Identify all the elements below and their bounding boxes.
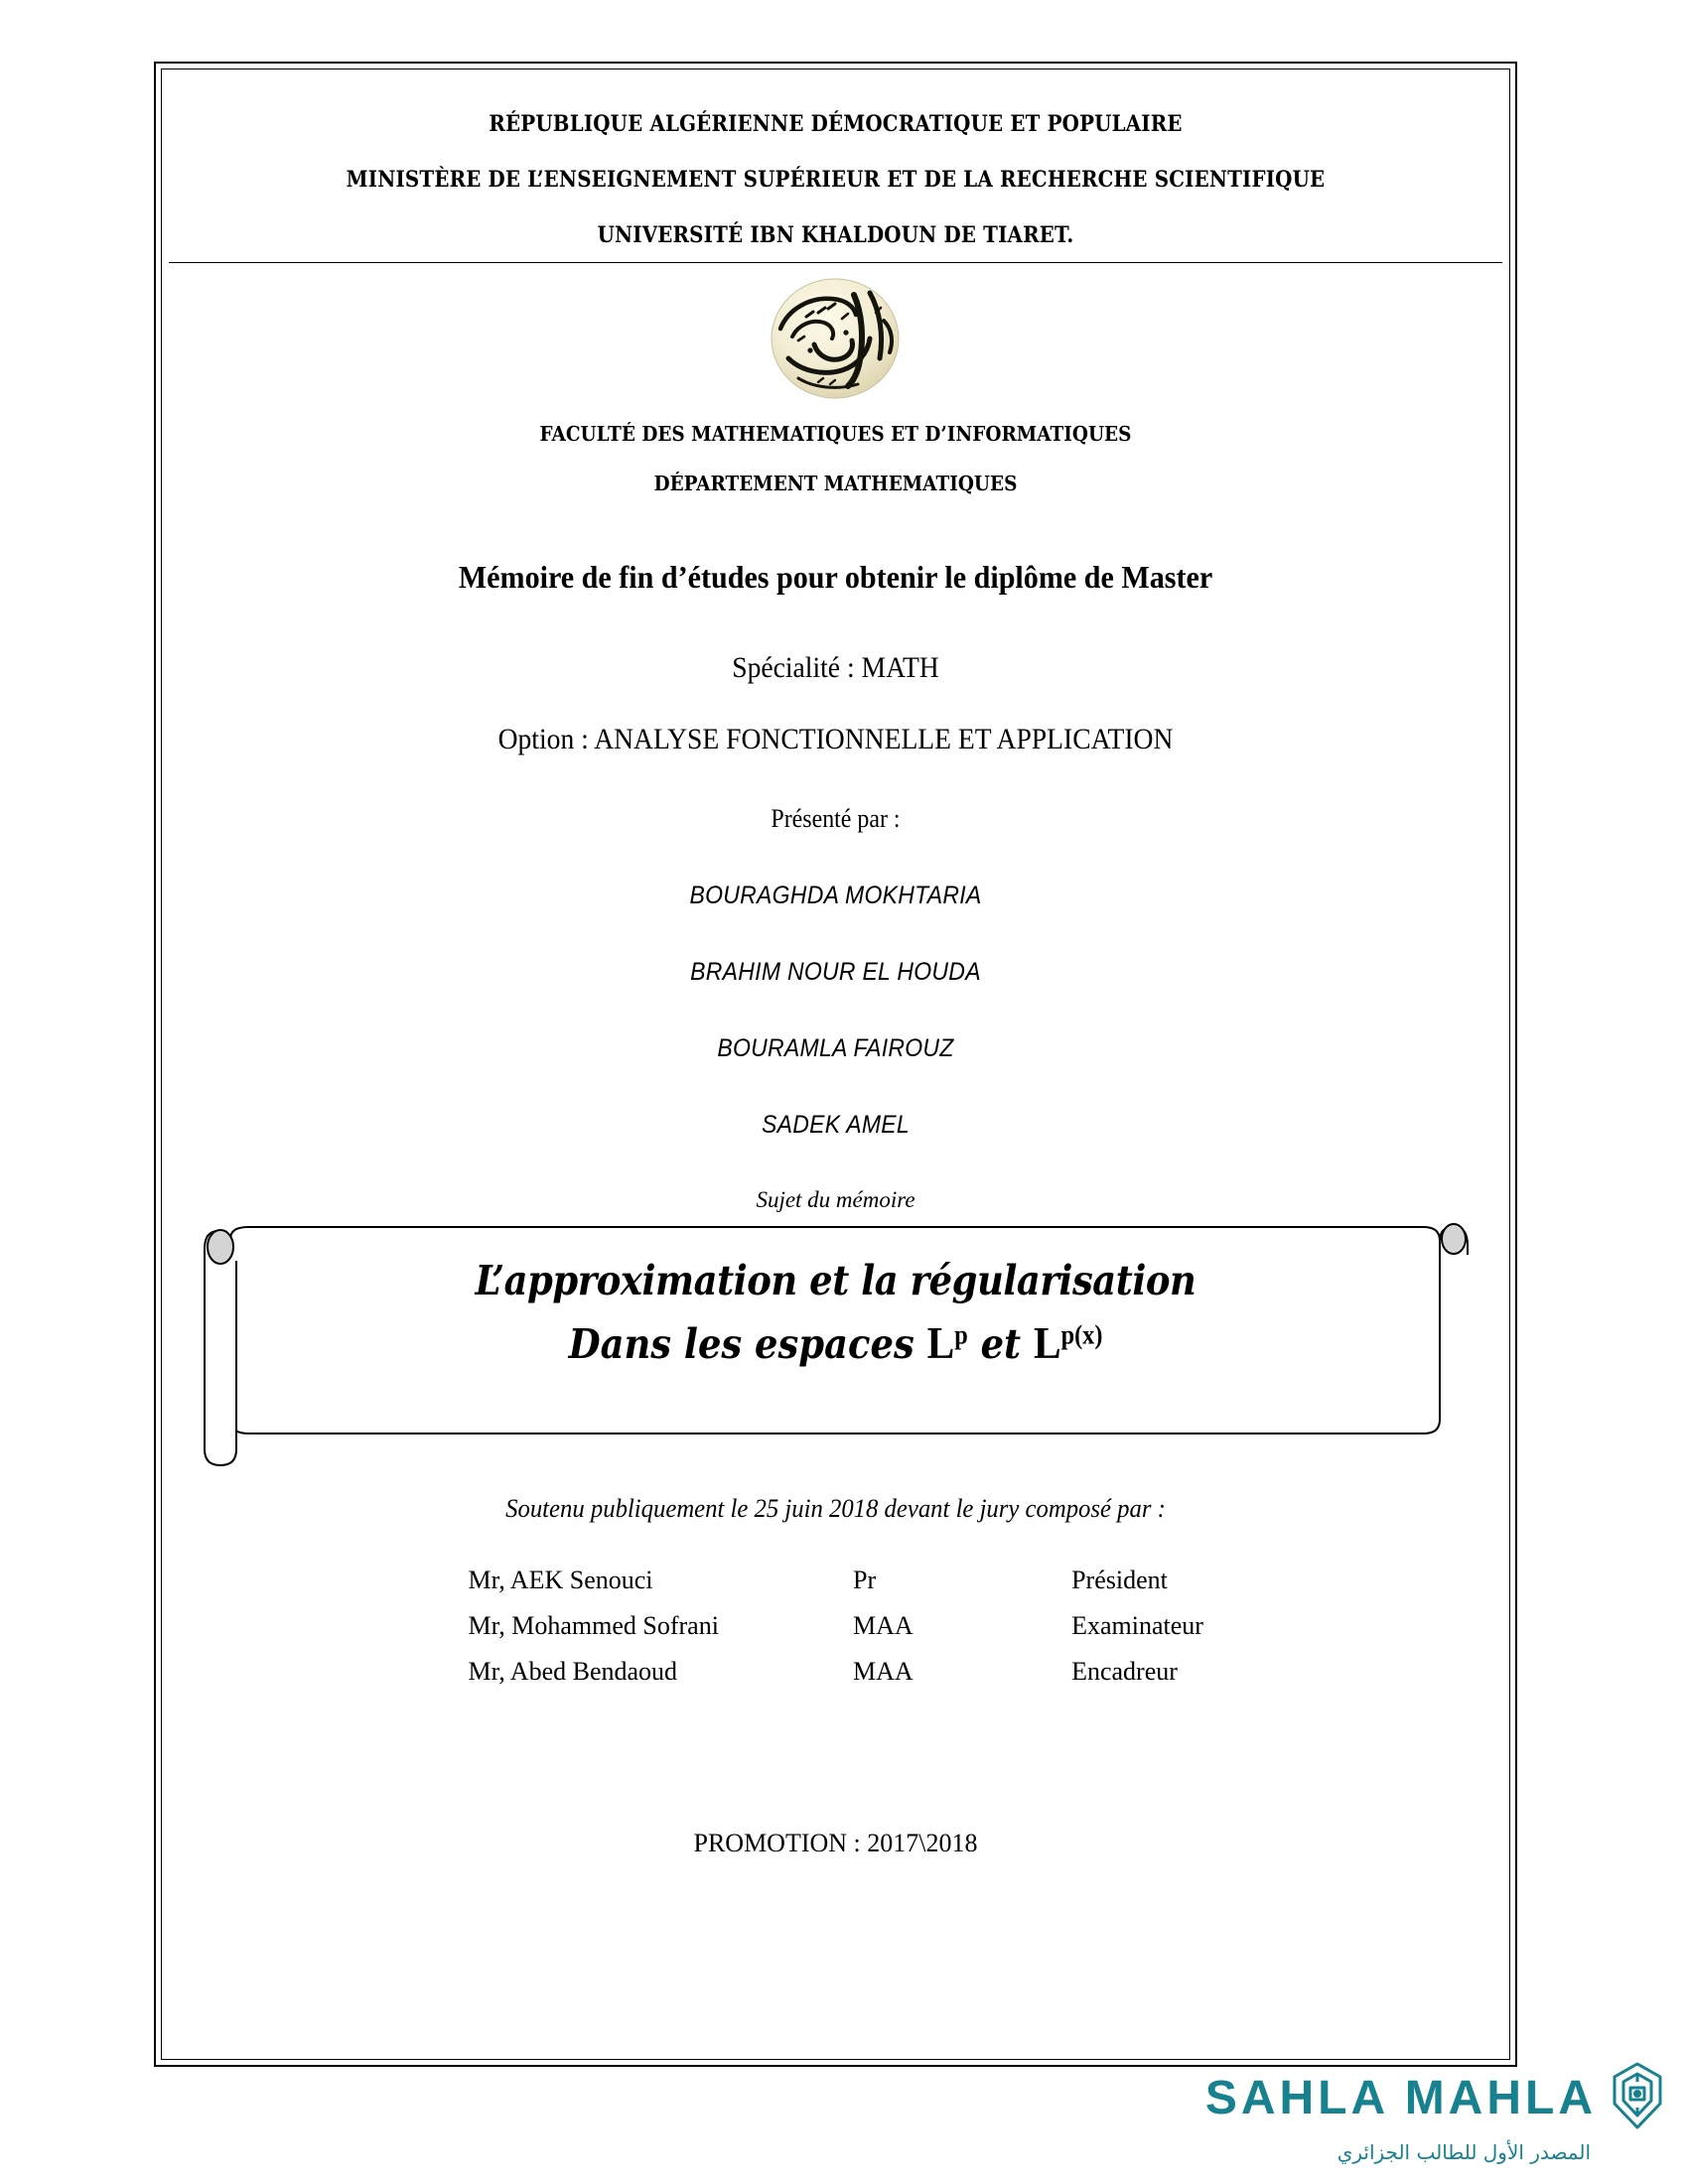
jury-member-role: Encadreur xyxy=(1071,1657,1178,1686)
option-line: Option : ANALYSE FONCTIONNELLE ET APPLICATION xyxy=(497,723,1174,755)
header-republic: RÉPUBLIQUE ALGÉRIENNE DÉMOCRATIQUE ET POPULAIRE xyxy=(489,111,1183,137)
institution-header xyxy=(169,111,1502,248)
subject-label: Sujet du mémoire xyxy=(756,1187,915,1212)
author-name-3: BOURAMLA FAIROUZ xyxy=(717,1034,954,1062)
jury-member-grade: MAA xyxy=(853,1611,914,1640)
defense-statement: Soutenu publiquement le 25 juin 2018 devant le jury composé par : xyxy=(505,1494,1166,1523)
subject-title-prefix: Dans les espaces xyxy=(568,1320,927,1368)
university-seal-icon xyxy=(759,275,913,402)
subject-symbol-lpx: L xyxy=(1033,1317,1061,1368)
header-divider xyxy=(169,262,1502,263)
jury-member-name: Mr, AEK Senouci xyxy=(468,1566,653,1594)
subject-exponent-px: p(x) xyxy=(1060,1319,1103,1350)
author-name-2: BRAHIM NOUR EL HOUDA xyxy=(690,958,981,986)
jury-member-name: Mr, Abed Bendaoud xyxy=(468,1657,678,1686)
table-row xyxy=(340,1649,1333,1695)
table-row xyxy=(340,1603,1333,1649)
faculty-name: FACULTÉ DES MATHEMATIQUES ET D’INFORMATIQUES xyxy=(539,422,1132,446)
department-name: DÉPARTEMENT MATHEMATIQUES xyxy=(653,472,1018,495)
jury-member-name: Mr, Mohammed Sofrani xyxy=(468,1611,719,1640)
watermark-emblem-icon xyxy=(1607,2060,1668,2136)
subject-title-line1: L’approximation et la régularisation xyxy=(475,1257,1196,1304)
page-content xyxy=(169,71,1502,2057)
watermark-brand: SAHLA MAHLA xyxy=(1204,2072,1597,2124)
table-row xyxy=(340,1558,1333,1603)
jury-member-grade: Pr xyxy=(853,1566,877,1594)
jury-member-grade: MAA xyxy=(853,1657,914,1686)
author-name-1: BOURAGHDA MOKHTARIA xyxy=(689,882,982,909)
sahla-mahla-watermark xyxy=(1201,2060,1668,2164)
scroll-shape-icon xyxy=(191,1221,1481,1484)
presented-by-label: Présenté par : xyxy=(771,804,901,833)
memoire-statement: Mémoire de fin d’études pour obtenir le diplôme de Master xyxy=(458,559,1213,595)
subject-scroll-banner xyxy=(169,1221,1502,1484)
jury-table xyxy=(340,1558,1333,1695)
subject-title-conjunction: et xyxy=(967,1320,1034,1368)
subject-exponent-p: p xyxy=(954,1319,968,1350)
watermark-arabic-tagline: المصدر الأول للطالب الجزائري xyxy=(1336,2140,1591,2164)
promotion-year: PROMOTION : 2017\2018 xyxy=(693,1829,978,1857)
logo-container xyxy=(169,275,1502,404)
author-name-4: SADEK AMEL xyxy=(762,1111,910,1139)
header-ministry: MINISTÈRE DE L’ENSEIGNEMENT SUPÉRIEUR ET DE LA RECHERCHE SCIENTIFIQUE xyxy=(346,167,1326,193)
specialite-line: Spécialité : MATH xyxy=(732,651,939,684)
watermark-row xyxy=(1201,2060,1668,2136)
jury-member-role: Examinateur xyxy=(1071,1611,1203,1640)
subject-symbol-lp: L xyxy=(926,1317,955,1368)
jury-member-role: Président xyxy=(1071,1566,1168,1594)
header-university: UNIVERSITÉ IBN KHALDOUN DE TIARET. xyxy=(597,222,1074,248)
